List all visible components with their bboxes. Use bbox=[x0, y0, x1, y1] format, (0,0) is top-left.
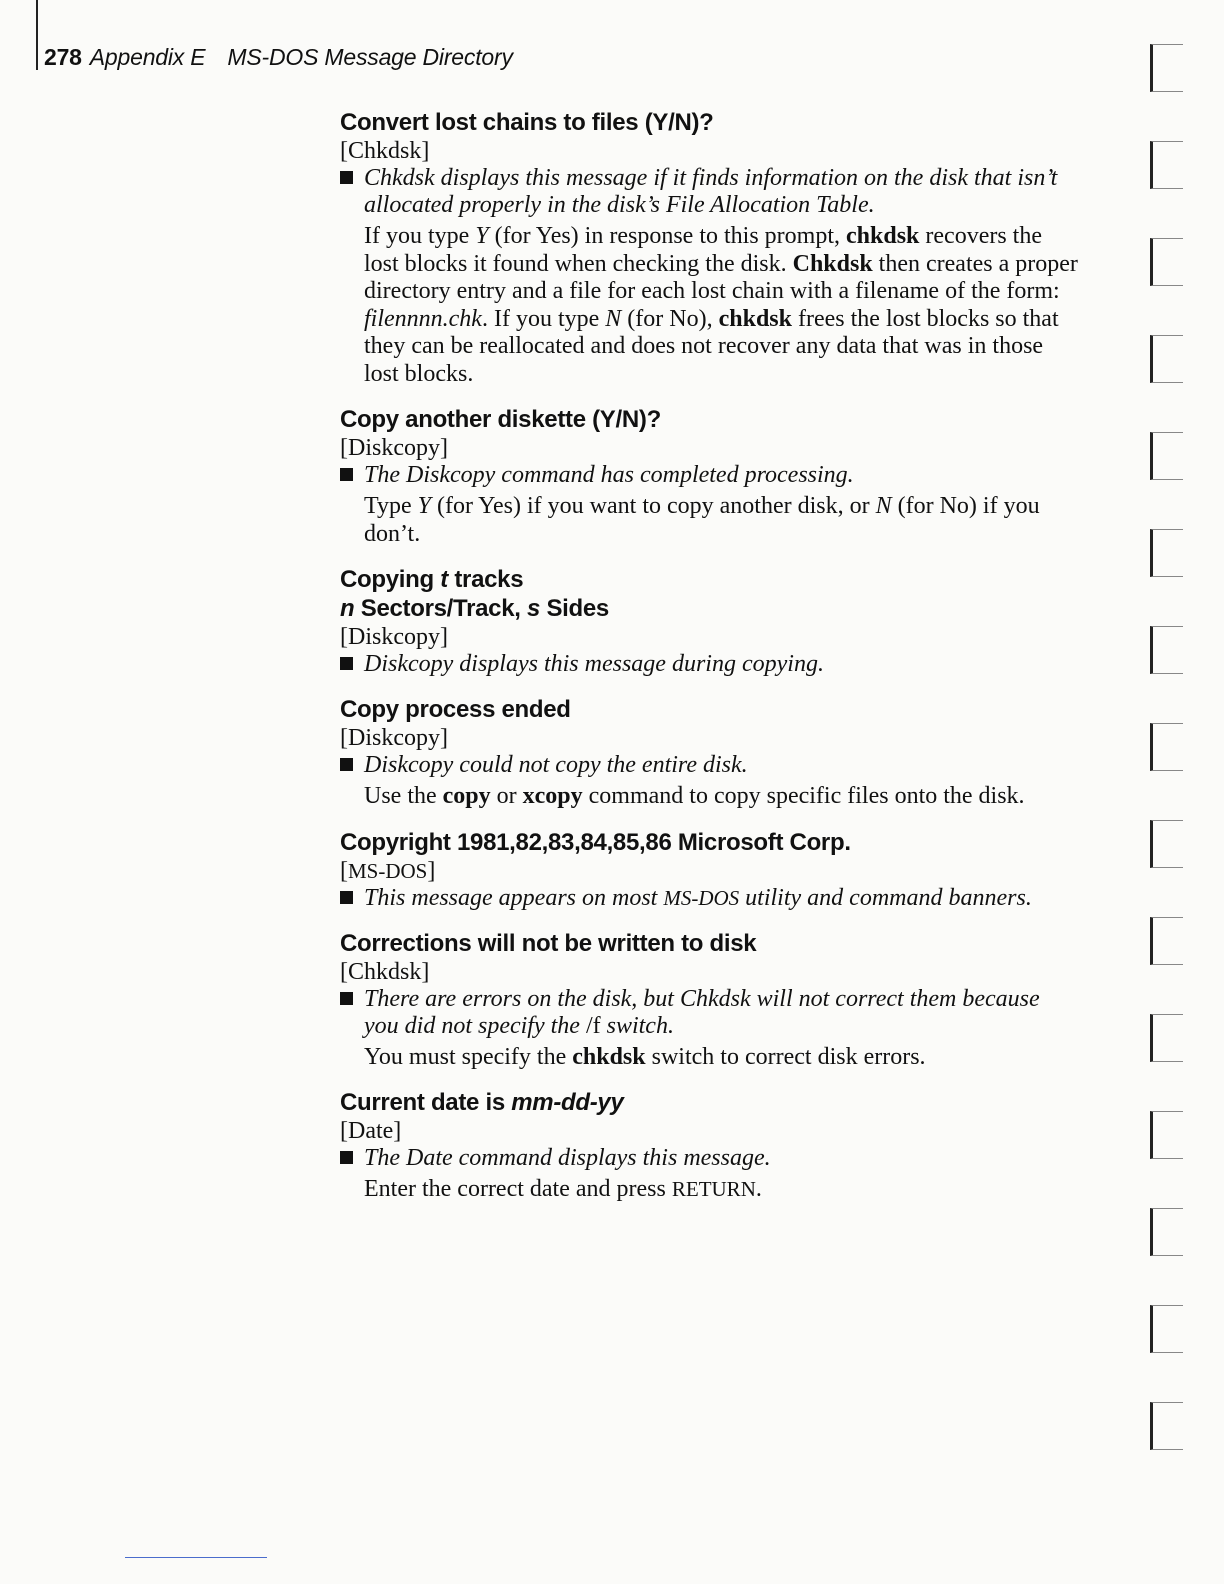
index-tab bbox=[1150, 820, 1183, 868]
message-description: This message appears on most MS-DOS utility and command banners. bbox=[340, 885, 1080, 912]
index-tab bbox=[1150, 238, 1183, 286]
page-edge-rule bbox=[36, 0, 38, 70]
message-entry bbox=[340, 695, 1080, 811]
index-tab bbox=[1150, 1402, 1183, 1450]
index-tab bbox=[1150, 141, 1183, 189]
index-tab bbox=[1150, 335, 1183, 383]
bullet-icon bbox=[340, 1151, 353, 1164]
message-source: [Diskcopy] bbox=[340, 624, 448, 650]
bullet-icon bbox=[340, 171, 353, 184]
message-source: [Diskcopy] bbox=[340, 435, 448, 461]
index-tab bbox=[1150, 1014, 1183, 1062]
message-source: [Diskcopy] bbox=[340, 725, 448, 751]
index-tab bbox=[1150, 44, 1183, 92]
bullet-icon bbox=[340, 468, 353, 481]
message-entry bbox=[340, 828, 1080, 912]
message-description: Chkdsk displays this message if it finds information on the disk that isn’t allocated properly in the disk’s File Allocation Table. bbox=[340, 165, 1080, 219]
message-source: [Date] bbox=[340, 1118, 402, 1144]
index-tab bbox=[1150, 529, 1183, 577]
index-tab bbox=[1150, 432, 1183, 480]
message-explanation: Use the copy or xcopy command to copy specific files onto the disk. bbox=[364, 783, 1025, 809]
bullet-icon bbox=[340, 992, 353, 1005]
message-heading: Copy process ended bbox=[340, 696, 571, 723]
bullet-icon bbox=[340, 758, 353, 771]
message-explanation: You must specify the chkdsk switch to correct disk errors. bbox=[364, 1043, 926, 1070]
index-tab bbox=[1150, 723, 1183, 771]
message-explanation: Type Y (for Yes) if you want to copy another disk, or N (for No) if you don’t. bbox=[364, 493, 1040, 547]
message-heading: Copy another diskette (Y/N)? bbox=[340, 406, 661, 433]
message-explanation: Enter the correct date and press RETURN. bbox=[364, 1176, 762, 1202]
index-tab bbox=[1150, 1111, 1183, 1159]
appendix-label: Appendix E bbox=[89, 44, 206, 70]
page-header bbox=[44, 44, 513, 71]
index-tab bbox=[1150, 626, 1183, 674]
message-entry bbox=[340, 405, 1080, 548]
footer-rule bbox=[125, 1557, 267, 1558]
message-entry bbox=[340, 108, 1080, 388]
bullet-icon bbox=[340, 891, 353, 904]
message-heading-line2: n Sectors/Track, s Sides bbox=[340, 595, 609, 622]
message-description: The Date command displays this message. bbox=[340, 1145, 1080, 1172]
message-explanation: If you type Y (for Yes) in response to this prompt, chkdsk recovers the lost blocks it found when checking the disk. Chkdsk then creates a proper directory entry and a file for each lost chain with a filename of the form: filennnn.chk. If you type N (for No), chkdsk frees the lost blocks so that they can be reallocated and does not recover any data that was in those lost blocks. bbox=[364, 223, 1078, 387]
bullet-icon bbox=[340, 657, 353, 670]
message-list bbox=[340, 108, 1080, 1221]
message-entry bbox=[340, 1088, 1080, 1204]
index-tab bbox=[1150, 917, 1183, 965]
message-description: Diskcopy could not copy the entire disk. bbox=[340, 752, 1080, 779]
message-heading: Corrections will not be written to disk bbox=[340, 929, 757, 957]
message-source: [Chkdsk] bbox=[340, 958, 430, 985]
page-number: 278 bbox=[44, 44, 82, 70]
message-source: [Chkdsk] bbox=[340, 138, 430, 164]
message-description: There are errors on the disk, but Chkdsk will not correct them because you did not specify the /f switch. bbox=[340, 986, 1080, 1040]
page-title: MS-DOS Message Directory bbox=[227, 44, 513, 70]
message-heading: Current date is mm-dd-yy bbox=[340, 1089, 624, 1116]
message-entry bbox=[340, 565, 1080, 678]
message-source: [MS-DOS] bbox=[340, 857, 436, 884]
message-heading: Convert lost chains to files (Y/N)? bbox=[340, 109, 714, 136]
thumb-index-tabs bbox=[1150, 44, 1190, 1499]
message-description: Diskcopy displays this message during copying. bbox=[340, 651, 1080, 678]
index-tab bbox=[1150, 1305, 1183, 1353]
message-entry bbox=[340, 929, 1080, 1072]
message-heading: Copyright 1981,82,83,84,85,86 Microsoft Corp. bbox=[340, 828, 851, 856]
message-heading: Copying t tracks bbox=[340, 566, 524, 593]
index-tab bbox=[1150, 1208, 1183, 1256]
message-description: The Diskcopy command has completed processing. bbox=[340, 462, 1080, 489]
